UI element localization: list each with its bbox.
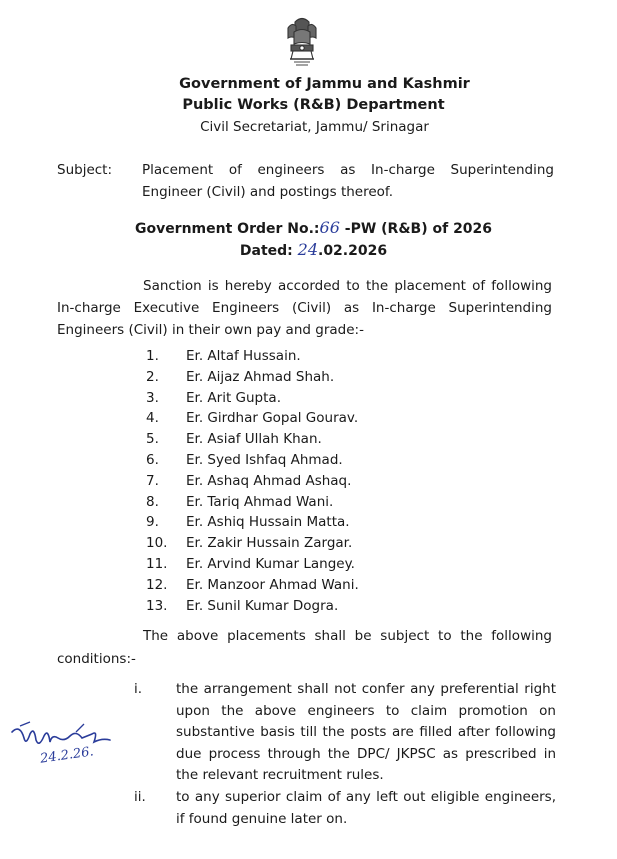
list-item: 10. Er. Zakir Hussain Zargar. (146, 535, 353, 552)
department-address: Civil Secretariat, Jammu/ Srinagar (200, 119, 429, 135)
conditions-intro-line-2: conditions:- (57, 651, 136, 667)
list-item: 8. Er. Tariq Ahmad Wani. (146, 493, 334, 510)
government-order-date (0, 240, 617, 259)
list-item: 11. Er. Arvind Kumar Langey. (146, 555, 355, 572)
government-order-number (0, 218, 617, 237)
order-number-handwritten: 66 (319, 218, 340, 237)
list-item: 6. Er. Syed Ishfaq Ahmad. (146, 451, 343, 468)
date-day-handwritten: 24 (297, 240, 318, 259)
state-emblem-icon (282, 14, 322, 70)
list-item: 9. Er. Ashiq Hussain Matta. (146, 514, 350, 531)
sanction-paragraph-line-1: Sanction is hereby accorded to the placement of following (143, 278, 552, 294)
list-item: 4. Er. Girdhar Gopal Gourav. (146, 410, 359, 427)
condition-text-ii: to any superior claim of any left out eligible engineers, if found genuine later on. (176, 789, 556, 827)
list-item: 7. Er. Ashaq Ahmad Ashaq. (146, 472, 352, 489)
sanction-paragraph-line-2: In-charge Executive Engineers (Civil) as In-charge Superintending (57, 300, 552, 316)
condition-marker-i: i. (134, 681, 143, 697)
list-item: 12. Er. Manzoor Ahmad Wani. (146, 576, 359, 593)
condition-text-i: the arrangement shall not confer any preferential right upon the above engineers to claim promotion on substantive basis till the posts are filled after following due process through the DPC/ JKPSC as prescribed in the relevant recruitment rules. (176, 681, 556, 784)
order-suffix: -PW (R&B) of 2026 (344, 221, 493, 237)
signature-date: 24.2.26. (39, 744, 95, 767)
date-suffix: .02.2026 (318, 243, 388, 259)
department-heading-public-works: Public Works (R&B) Department (182, 97, 445, 113)
order-prefix: Government Order No.: (134, 221, 320, 237)
list-item: 13. Er. Sunil Kumar Dogra. (146, 597, 339, 614)
sanction-paragraph-line-3: Engineers (Civil) in their own pay and grade:- (57, 322, 364, 338)
handwritten-signature (6, 712, 136, 784)
condition-marker-ii: ii. (134, 789, 146, 805)
subject-text-line-1: Placement of engineers as In-charge Superintending (142, 162, 554, 178)
date-prefix: Dated: (239, 243, 298, 259)
list-item: 2. Er. Aijaz Ahmad Shah. (146, 368, 335, 385)
subject-label: Subject: (57, 162, 113, 178)
list-item: 5. Er. Asiaf Ullah Khan. (146, 431, 322, 448)
list-item: 3. Er. Arit Gupta. (146, 389, 281, 406)
department-heading-government: Government of Jammu and Kashmir (179, 76, 470, 92)
conditions-intro-line-1: The above placements shall be subject to the following (143, 628, 552, 644)
engineers-list (146, 346, 359, 616)
subject-text-line-2: Engineer (Civil) and postings thereof. (142, 184, 393, 200)
list-item: 1. Er. Altaf Hussain. (146, 348, 301, 364)
